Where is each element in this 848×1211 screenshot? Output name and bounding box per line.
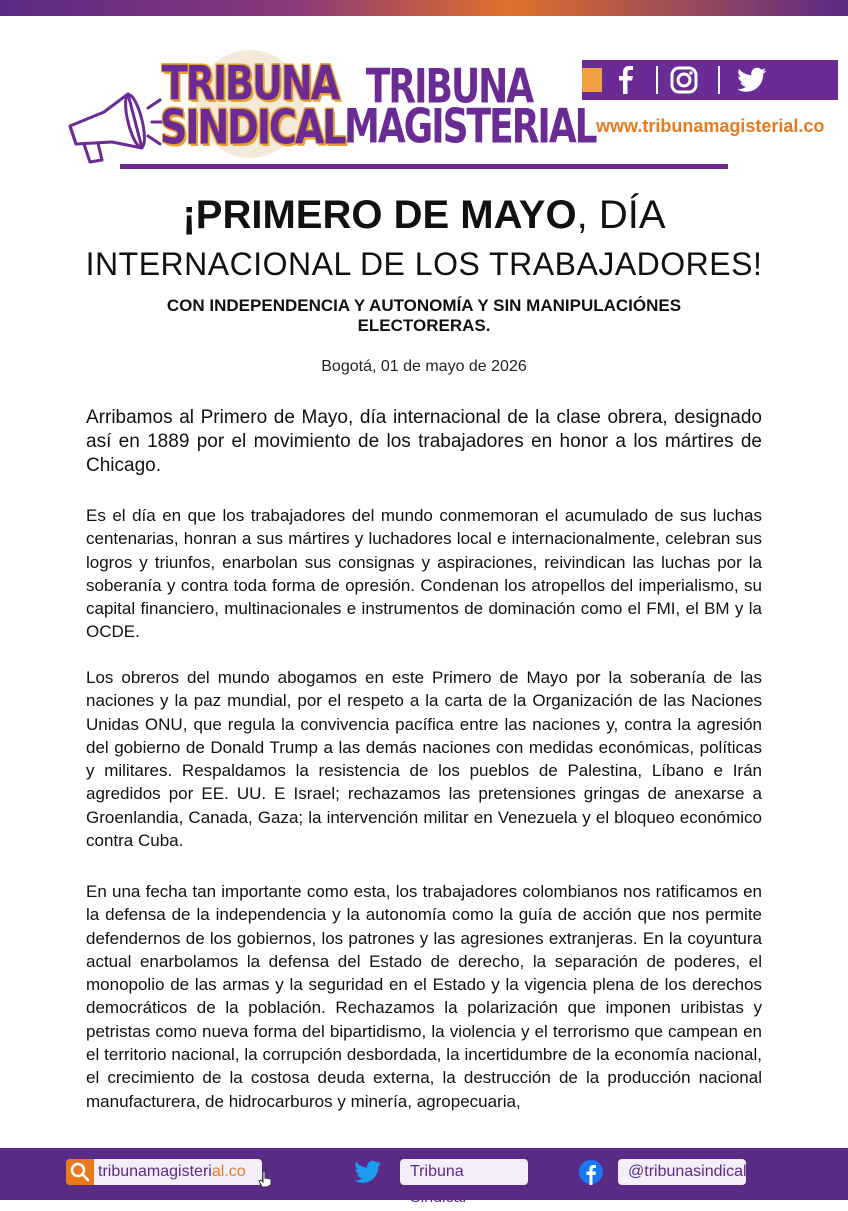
twitter-icon[interactable] xyxy=(354,1160,382,1184)
social-bar xyxy=(582,60,838,100)
social-box xyxy=(582,60,838,148)
logo-magisterial-line1: TRIBUNA xyxy=(365,60,533,114)
title-rest: DÍA xyxy=(587,193,666,237)
footer-website-tail: al.co xyxy=(211,1163,246,1180)
search-icon xyxy=(66,1159,94,1185)
page-subtitle: CON INDEPENDENCIA Y AUTONOMÍA Y SIN MANIPULACIÓNES ELECTORERAS. xyxy=(166,296,682,335)
header xyxy=(0,16,848,164)
page-title-line1 xyxy=(0,192,848,238)
top-gradient-bar xyxy=(0,0,848,16)
dateline: Bogotá, 01 de mayo de 2026 xyxy=(321,358,527,375)
page-title-line2: INTERNACIONAL DE LOS TRABAJADORES! xyxy=(85,246,763,282)
header-divider xyxy=(120,164,728,169)
footer-website-main: tribunamagisteri xyxy=(98,1163,212,1180)
footer-website-link[interactable] xyxy=(66,1159,262,1185)
logo-tribuna-magisterial xyxy=(344,60,596,154)
logo-sindical-line2: SINDICAL xyxy=(160,99,345,155)
paragraph-3: Los obreros del mundo abogamos en este Primero de Mayo por la soberanía de las naciones y la paz mundial, por el respeto a la carta de la Organización de las Naciones Unidas ONU, que regula la convivencia pacífica entre las naciones y, contra la agresión del gobierno de Donald Trump a las demás naciones con medidas económicas, políticas y militares. Respaldamos la resistencia de los pueblos de Palestina, Líbano e Irán agredidos por EE. UU. E Israel; rechazamos las pretensiones gringas de anexarse a Groenlandia, Canada, Gaza; la intervención militar en Venezuela y el bloqueo económico contra Cuba. xyxy=(86,668,762,851)
footer xyxy=(0,1148,848,1206)
paragraph-4: En una fecha tan importante como esta, los trabajadores colombianos nos ratificamos en la defensa de la independencia y la autonomía como la guía de acción que nos permite defendernos de los gobiernos, los patrones y las agresiones extranjeras. En la coyuntura actual enarbolamos la defensa del Estado de derecho, la separación de poderes, el monopolio de las armas y la seguridad en el Estado y la vigencia plena de los derechos democráticos de la población. Rechazamos la polarización que imponen uribistas y petristas como nueva forma del bipartidismo, la violencia y el terrorismo que campean en el territorio nacional, la corrupción desbordada, la incertidumbre de la economía nacional, el crecimiento de la costosa deuda externa, la destrucción de la producción nacional manufacturera, de hidrocarburos y minería, agropecuaria, xyxy=(86,882,762,1111)
social-strip xyxy=(582,68,602,92)
facebook-icon[interactable] xyxy=(606,60,646,100)
twitter-icon[interactable] xyxy=(732,60,772,100)
search-icon-box xyxy=(66,1159,94,1185)
footer-facebook-handle[interactable]: @tribunasindical xyxy=(618,1159,746,1185)
facebook-icon[interactable] xyxy=(578,1159,604,1185)
title-bold-part: ¡PRIMERO DE MAYO xyxy=(182,193,577,237)
paragraph-2: Es el día en que los trabajadores del mundo conmemoran el acumulado de sus luchas centenarias, honran a sus mártires y luchadores local e internacionalmente, celebran sus logros y triunfos, enarbolan sus consignas y aspiraciones, reivindican las luchas por la soberanía y contra toda forma de opresión. Condenan los atropellos del imperialismo, su capital financiero, multinacionales e instrumentos de dominación como el FMI, el BM y la OCDE. xyxy=(86,506,762,642)
megaphone-icon xyxy=(56,88,166,168)
logo-magisterial-line2: MAGISTERIAL xyxy=(344,100,596,154)
cursor-hand-icon xyxy=(258,1170,274,1188)
paragraph-1: Arribamos al Primero de Mayo, día internacional de la clase obrera, designado así en 1889 por el movimiento de los trabajadores en honor a los mártires de Chicago. xyxy=(86,407,762,476)
header-website-link[interactable]: www.tribunamagisterial.co xyxy=(596,116,825,136)
social-separator xyxy=(656,66,658,94)
title-comma: , xyxy=(576,193,588,237)
logo-sindical-line1: TRIBUNA xyxy=(161,55,339,111)
instagram-icon[interactable] xyxy=(664,60,704,100)
social-separator xyxy=(718,66,720,94)
logo-tribuna-sindical xyxy=(160,50,345,168)
footer-twitter-handle[interactable]: Tribuna Sindical xyxy=(400,1159,528,1185)
